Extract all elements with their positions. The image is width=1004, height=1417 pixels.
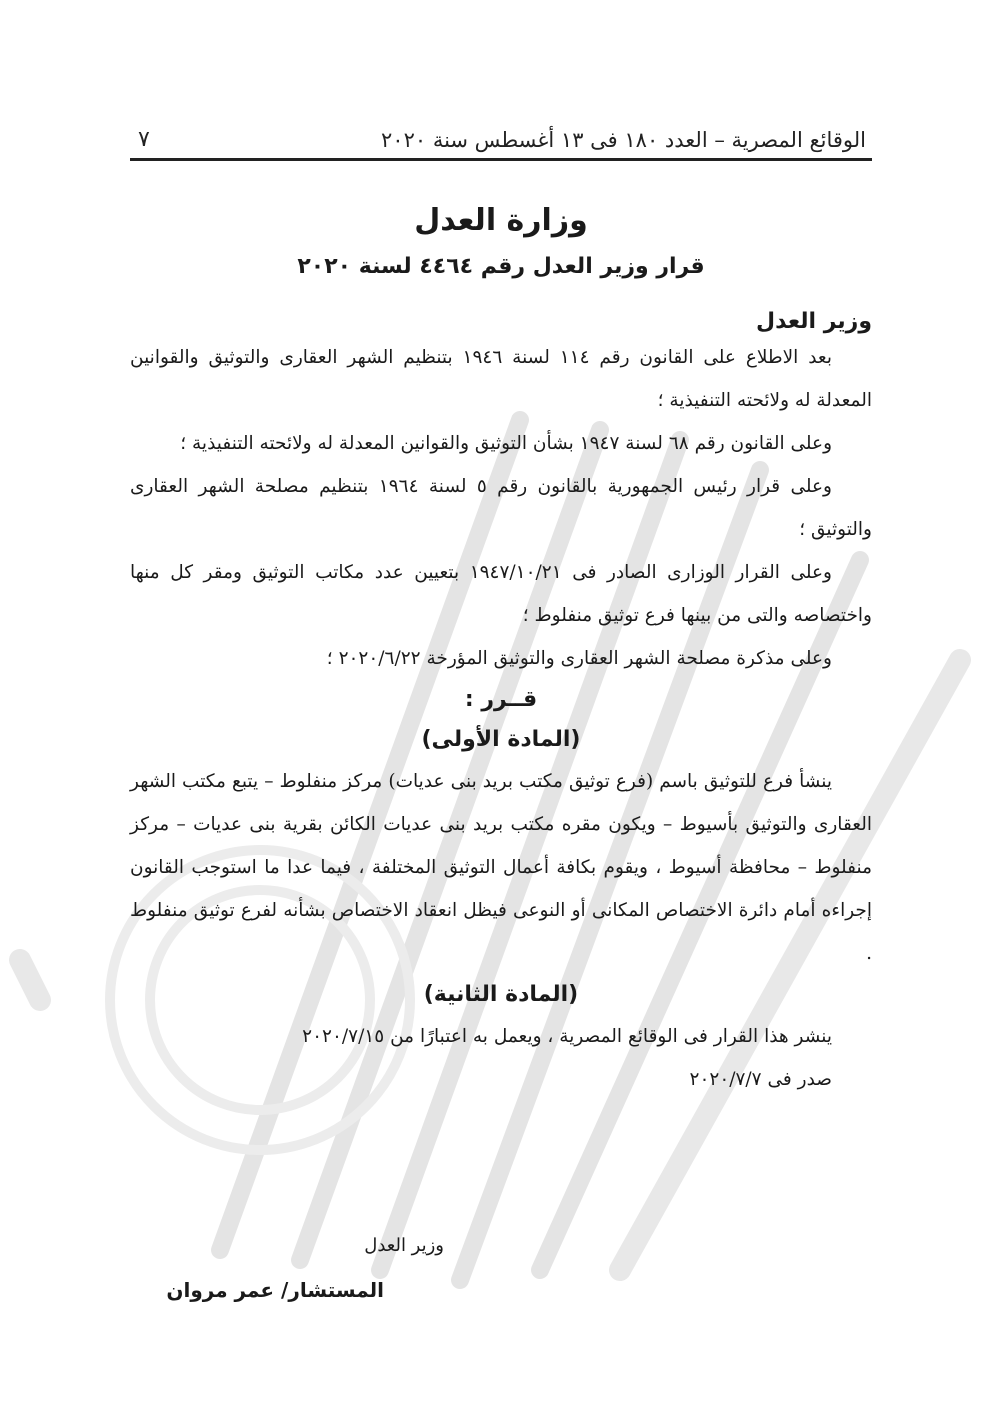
article-1 [130, 760, 872, 975]
signature-name: المستشار/ عمر مروان [166, 1278, 384, 1302]
page-number: ٧ [138, 127, 150, 152]
preamble-item: بعد الاطلاع على القانون رقم ١١٤ لسنة ١٩٤٦ بتنظيم الشهر العقارى والتوثيق والقوانين المعدلة له ولائحته التنفيذية ؛ [130, 347, 872, 411]
article-2 [130, 1015, 872, 1101]
signature-role: وزير العدل [364, 1235, 444, 1256]
article-1-title: (المادة الأولى) [421, 727, 581, 752]
article-2-title: (المادة الثانية) [423, 982, 579, 1007]
decree-title: قرار وزير العدل رقم ٤٤٦٤ لسنة ٢٠٢٠ [297, 254, 705, 279]
page-content [130, 108, 872, 1101]
preamble-item: وعلى القانون رقم ٦٨ لسنة ١٩٤٧ بشأن التوثيق والقوانين المعدلة له ولائحته التنفيذية ؛ [180, 433, 832, 454]
running-header [130, 108, 872, 161]
ministry-title: وزارة العدل [414, 203, 588, 238]
decided-heading: قــرر : [464, 687, 538, 712]
article-1-text: ينشأ فرع للتوثيق باسم (فرع توثيق مكتب بريد بنى عديات) مركز منفلوط – يتبع مكتب الشهر العقارى والتوثيق بأسيوط – ويكون مقره مكتب بريد بنى عديات الكائن بقرية بنى عديات – مركز منفلوط – محافظة أسيوط ، ويقوم بكافة أعمال التوثيق المختلفة ، فيما عدا ما استوجب القانون إجراءه أمام دائرة الاختصاص المكانى أو النوعى فيظل انعقاد الاختصاص بشأنه لفرع توثيق منفلوط . [130, 771, 872, 964]
preamble-item: وعلى قرار رئيس الجمهورية بالقانون رقم ٥ لسنة ١٩٦٤ بتنظيم مصلحة الشهر العقارى والتوثيق ؛ [130, 476, 872, 540]
preamble-item: وعلى مذكرة مصلحة الشهر العقارى والتوثيق المؤرخة ٢٠٢٠/٦/٢٢ ؛ [326, 648, 832, 669]
preamble [130, 336, 872, 680]
issue-date: صدر فى ٢٠٢٠/٧/٧ [689, 1069, 832, 1090]
article-2-text: ينشر هذا القرار فى الوقائع المصرية ، ويعمل به اعتبارًا من ٢٠٢٠/٧/١٥ [302, 1026, 832, 1047]
running-title: الوقائع المصرية – العدد ١٨٠ فى ١٣ أغسطس سنة ٢٠٢٠ [381, 128, 866, 152]
preamble-item: وعلى القرار الوزارى الصادر فى ١٩٤٧/١٠/٢١ بتعيين عدد مكاتب التوثيق ومقر كل منها واختصاصه والتى من بينها فرع توثيق منفلوط ؛ [130, 562, 872, 626]
issuer-heading: وزير العدل [756, 309, 872, 334]
